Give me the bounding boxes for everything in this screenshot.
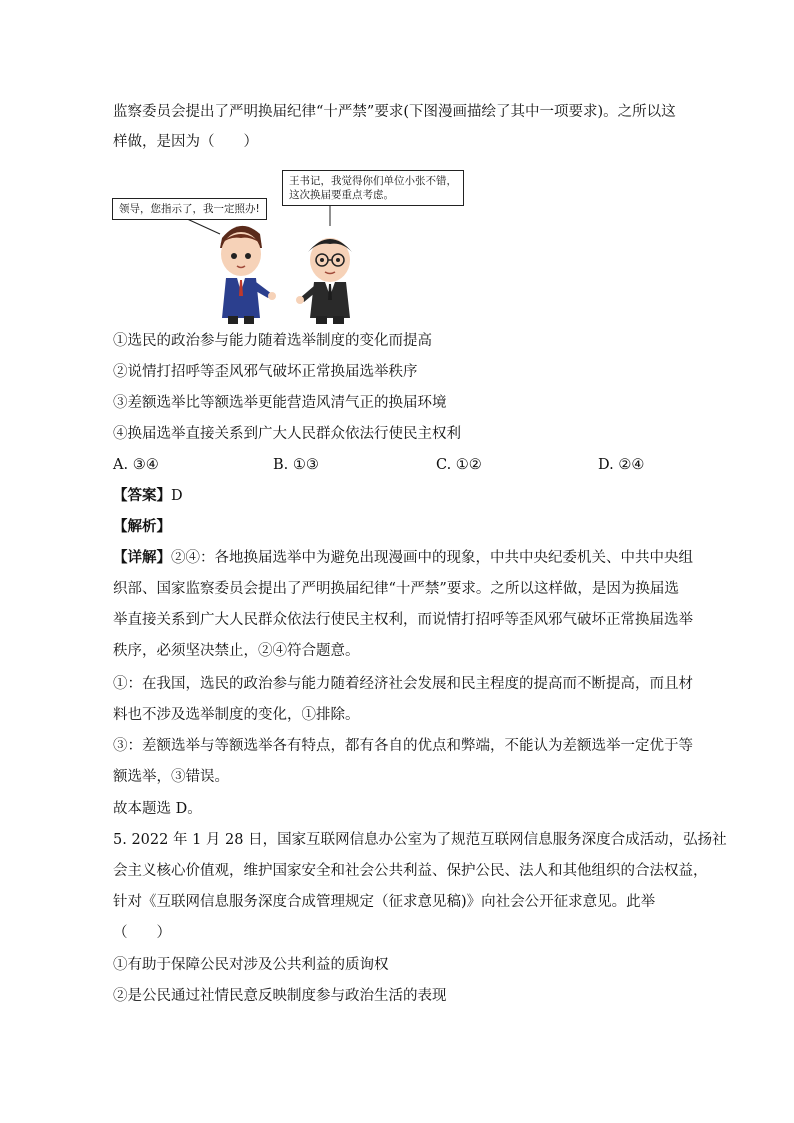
- comic-illustration: [110, 168, 457, 326]
- right-speech-line-2: 这次换届要重点考虑。: [289, 189, 394, 201]
- analysis-label: 【解析】: [113, 518, 171, 535]
- q5-line-1: 5. 2022 年 1 月 28 日，国家互联网信息办公室为了规范互联网信息服务深度合成活动，弘扬社: [113, 832, 727, 848]
- statement-1: ①选民的政治参与能力随着选举制度的变化而提高: [113, 333, 432, 349]
- right-speech-bubble: [282, 170, 464, 206]
- answer-label: 【答案】: [113, 487, 171, 504]
- answer-value: D: [171, 488, 183, 504]
- detail-text-1: ②④：各地换届选举中为避免出现漫画中的现象，中共中央纪委机关、中共中央组: [171, 550, 693, 566]
- detail-line-8: 额选举，③错误。: [113, 769, 229, 785]
- q5-line-4: （ ）: [113, 925, 171, 941]
- q5-line-2: 会主义核心价值观，维护国家安全和社会公共利益、保护公民、法人和其他组织的合法权益，: [113, 863, 708, 879]
- right-official-figure: [296, 238, 352, 324]
- question-intro-line-2: 样做，是因为（ ）: [113, 134, 258, 150]
- statement-3: ③差额选举比等额选举更能营造风清气正的换届环境: [113, 395, 447, 411]
- q5-statement-1: ①有助于保障公民对涉及公共利益的质询权: [113, 957, 389, 973]
- q5-statement-2: ②是公民通过社情民意反映制度参与政治生活的表现: [113, 988, 447, 1004]
- detail-line-1: [113, 548, 693, 568]
- detail-line-6: 料也不涉及选举制度的变化，①排除。: [113, 707, 360, 723]
- right-speech-line-1: 王书记，我觉得你们单位小张不错，: [289, 175, 457, 187]
- question-intro-line-1: 监察委员会提出了严明换届纪律“十严禁”要求(下图漫画描绘了其中一项要求)。之所以这: [113, 104, 676, 120]
- detail-line-9: 故本题选 D。: [113, 801, 202, 817]
- q5-line-3: 针对《互联网信息服务深度合成管理规定（征求意见稿)》向社会公开征求意见。此举: [113, 894, 656, 910]
- option-c: C. ①②: [436, 457, 482, 473]
- option-a: A. ③④: [113, 457, 159, 473]
- detail-line-3: 举直接关系到广大人民群众依法行使民主权利，而说情打招呼等歪风邪气破坏正常换届选举: [113, 612, 693, 628]
- left-speech-bubble: 领导，您指示了，我一定照办!: [112, 198, 267, 220]
- detail-line-2: 织部、国家监察委员会提出了严明换届纪律“十严禁”要求。之所以这样做，是因为换届选: [113, 581, 679, 597]
- option-d: D. ②④: [598, 457, 645, 473]
- statement-2: ②说情打招呼等歪风邪气破坏正常换届选举秩序: [113, 364, 418, 380]
- statement-4: ④换届选举直接关系到广大人民群众依法行使民主权利: [113, 426, 461, 442]
- option-b: B. ①③: [273, 457, 319, 473]
- detail-line-4: 秩序，必须坚决禁止，②④符合题意。: [113, 643, 360, 659]
- left-official-figure: [220, 226, 276, 324]
- detail-line-5: ①：在我国，选民的政治参与能力随着经济社会发展和民主程度的提高而不断提高，而且材: [113, 676, 693, 692]
- answer-line: [113, 486, 183, 506]
- detail-line-7: ③：差额选举与等额选举各有特点，都有各自的优点和弊端，不能认为差额选举一定优于等: [113, 738, 693, 754]
- detail-label: 【详解】: [113, 549, 171, 566]
